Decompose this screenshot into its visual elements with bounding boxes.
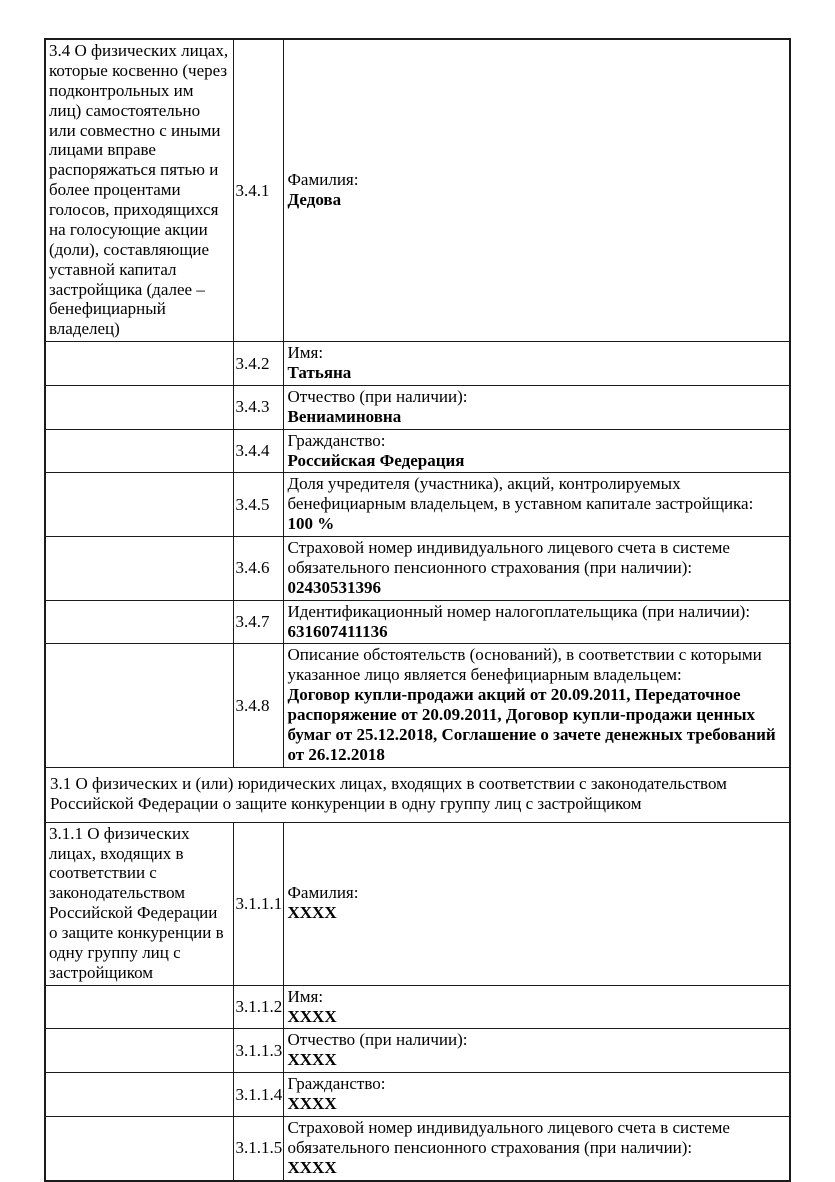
field-value: ХХХХ <box>287 903 337 923</box>
cell-surname <box>283 822 790 985</box>
row-number-3-4-5: 3.4.5 <box>233 473 283 537</box>
field-value: ХХХХ <box>287 1006 337 1026</box>
table-row <box>45 600 790 644</box>
empty-cell <box>45 985 233 1029</box>
field-value: 631607411136 <box>287 621 388 641</box>
field-label: Отчество (при наличии): <box>287 1030 468 1050</box>
cell-beneficiary-grounds <box>283 644 790 767</box>
field-value: ХХХХ <box>287 1094 337 1113</box>
table-row <box>45 1029 790 1073</box>
empty-cell <box>45 385 233 429</box>
empty-cell <box>45 1116 233 1180</box>
row-number-3-4-2: 3.4.2 <box>233 342 283 386</box>
table-row <box>45 1073 790 1117</box>
cell-first-name <box>283 342 790 386</box>
empty-cell <box>45 537 233 601</box>
field-label: Страховой номер индивидуального лицевого счета в системе обязательного пенсионного страхования (при наличии): <box>287 1117 730 1157</box>
table-row <box>45 985 790 1029</box>
field-value: Договор купли-продажи акций от 20.09.2011, Передаточное распоряжение от 20.09.2011, Договор купли-продажи ценных бумаг от 25.12.2018, Соглашение о зачете денежных требований от 26.12.2018 <box>287 685 776 764</box>
row-number-3-4-7: 3.4.7 <box>233 600 283 644</box>
field-label: Имя: <box>287 986 324 1006</box>
field-value: Вениаминовна <box>287 406 402 426</box>
cell-patronymic <box>283 1029 790 1073</box>
field-value: Татьяна <box>287 363 352 382</box>
table-row <box>45 644 790 767</box>
empty-cell <box>45 644 233 767</box>
row-number-3-1-1-1: 3.1.1.1 <box>233 822 283 985</box>
field-value: ХХХХ <box>287 1157 337 1177</box>
cell-citizenship <box>283 429 790 473</box>
row-number-3-1-1-4: 3.1.1.4 <box>233 1073 283 1117</box>
field-value: ХХХХ <box>287 1050 337 1070</box>
field-label: Страховой номер индивидуального лицевого счета в системе обязательного пенсионного страхования (при наличии): <box>287 538 730 577</box>
cell-first-name <box>283 985 790 1029</box>
cell-patronymic <box>283 385 790 429</box>
row-number-3-1-1-3: 3.1.1.3 <box>233 1029 283 1073</box>
empty-cell <box>45 600 233 644</box>
field-value: 100 % <box>287 514 335 534</box>
field-label: Фамилия: <box>287 883 359 903</box>
declaration-table <box>44 38 791 1182</box>
empty-cell <box>45 1073 233 1117</box>
field-label: Идентификационный номер налогоплательщика (при наличии): <box>287 601 751 621</box>
table-row <box>45 39 790 342</box>
cell-snils <box>283 537 790 601</box>
empty-cell <box>45 473 233 537</box>
field-label: Отчество (при наличии): <box>287 386 468 406</box>
empty-cell <box>45 429 233 473</box>
field-label: Гражданство: <box>287 430 386 450</box>
section-3-1-1-description: 3.1.1 О физических лицах, входящих в соответствии с законодательством Российской Федерации о защите конкуренции в одну группу лиц с застройщиком <box>45 822 233 985</box>
empty-cell <box>45 342 233 386</box>
row-number-3-4-1: 3.4.1 <box>233 39 283 342</box>
table-row <box>45 385 790 429</box>
cell-snils <box>283 1116 790 1180</box>
field-label: Имя: <box>287 343 324 363</box>
table-row <box>45 473 790 537</box>
field-label: Описание обстоятельств (оснований), в соответствии с которыми указанное лицо является бенефициарным владельцем: <box>287 645 762 685</box>
field-value: 02430531396 <box>287 577 381 597</box>
field-value: Дедова <box>287 190 342 210</box>
cell-citizenship <box>283 1073 790 1117</box>
table-row <box>45 1116 790 1180</box>
row-number-3-4-4: 3.4.4 <box>233 429 283 473</box>
table-row <box>45 429 790 473</box>
table-row <box>45 537 790 601</box>
field-label: Доля учредителя (участника), акций, контролируемых бенефициарным владельцем, в уставном капитале застройщика: <box>287 474 754 514</box>
empty-cell <box>45 1029 233 1073</box>
section-3-4-description: 3.4 О физических лицах, которые косвенно (через подконтрольных им лиц) самостоятельно или совместно с иными лицами вправе распоряжаться пятью и более процентами голосов, приходящихся на голосующие акции (доли), составляющие уставной капитал застройщика (далее – бенефициарный владелец) <box>45 39 233 342</box>
row-number-3-1-1-5: 3.1.1.5 <box>233 1116 283 1180</box>
row-number-3-1-1-2: 3.1.1.2 <box>233 985 283 1029</box>
cell-surname <box>283 39 790 342</box>
section-header-row <box>45 767 790 822</box>
table-row <box>45 822 790 985</box>
field-label: Фамилия: <box>287 170 359 190</box>
field-value: Российская Федерация <box>287 450 465 470</box>
field-label: Гражданство: <box>287 1074 386 1094</box>
section-3-1-header: 3.1 О физических и (или) юридических лицах, входящих в соответствии с законодательством Российской Федерации о защите конкуренции в одну группу лиц с застройщиком <box>45 767 790 822</box>
row-number-3-4-3: 3.4.3 <box>233 385 283 429</box>
cell-inn <box>283 600 790 644</box>
row-number-3-4-6: 3.4.6 <box>233 537 283 601</box>
row-number-3-4-8: 3.4.8 <box>233 644 283 767</box>
cell-ownership-share <box>283 473 790 537</box>
table-row <box>45 342 790 386</box>
